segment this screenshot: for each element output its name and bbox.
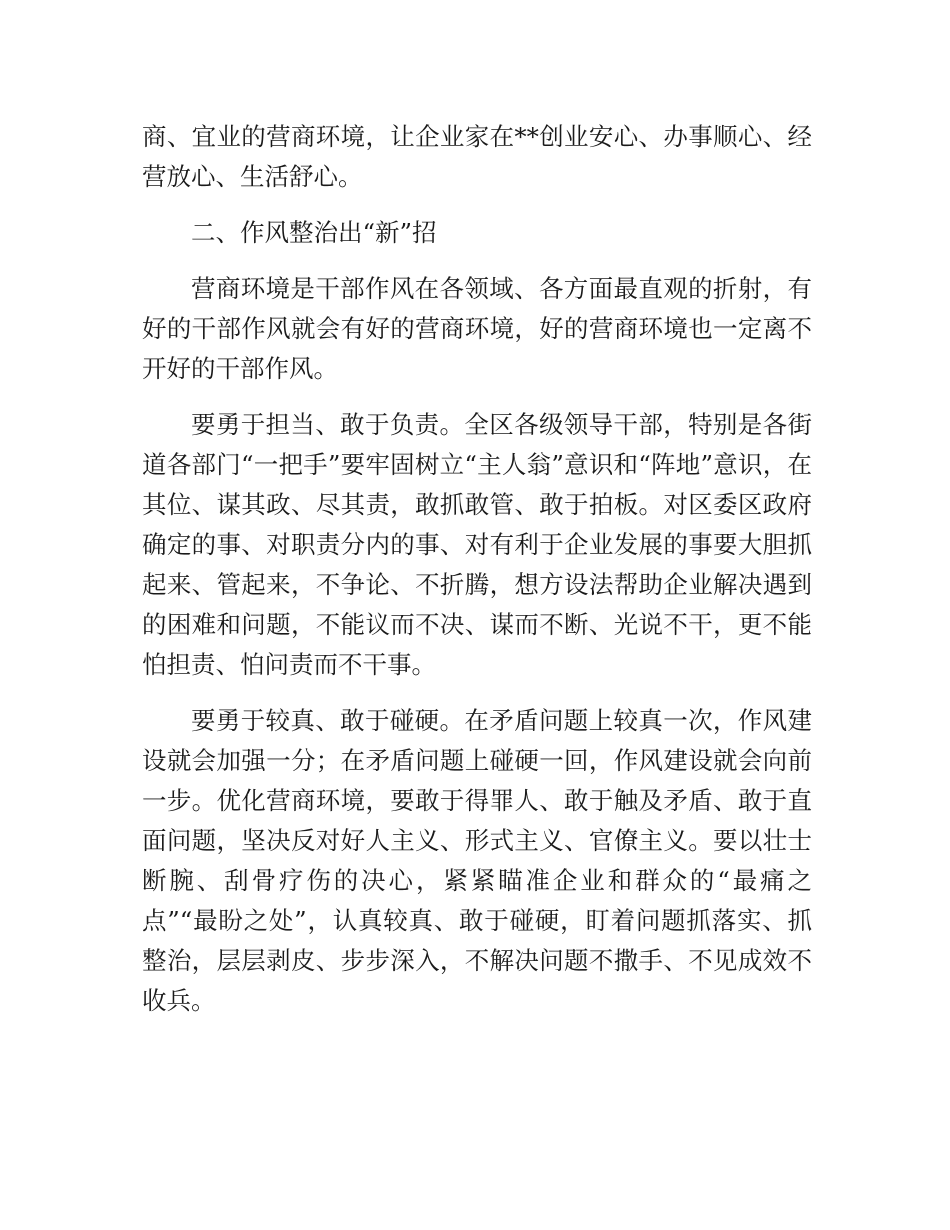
paragraph-continued: 商、宜业的营商环境，让企业家在**创业安心、办事顺心、经营放心、生活舒心。 — [142, 122, 812, 191]
section-heading: 二、作风整治出“新”招 — [191, 218, 437, 247]
paragraph: 要勇于较真、敢于碰硬。在矛盾问题上较真一次，作风建设就会加强一分；在矛盾问题上碰硬一回，作风建设就会向前一步。优化营商环境，要敢于得罪人、敢于触及矛盾、敢于直面问题，坚决反对好人主义、形式主义、官僚主义。要以壮士断腕、刮骨疗伤的决心，紧紧瞄准企业和群众的“最痛之点”“最盼之处”，认真较真、敢于碰硬，盯着问题抓落实、抓整治，层层剥皮、步步深入，不解决问题不撒手、不见成效不收兵。 — [142, 706, 812, 1015]
document-body — [142, 117, 812, 1037]
paragraph: 要勇于担当、敢于负责。全区各级领导干部，特别是各街道各部门“一把手”要牢固树立“主人翁”意识和“阵地”意识，在其位、谋其政、尽其责，敢抓敢管、敢于拍板。对区委区政府确定的事、对职责分内的事、对有利于企业发展的事要大胆抓起来、管起来，不争论、不折腾，想方设法帮助企业解决遇到的困难和问题，不能议而不决、谋而不断、光说不干，更不能怕担责、怕问责而不干事。 — [142, 410, 812, 679]
paragraph: 营商环境是干部作风在各领域、各方面最直观的折射，有好的干部作风就会有好的营商环境，好的营商环境也一定离不开好的干部作风。 — [142, 274, 812, 383]
